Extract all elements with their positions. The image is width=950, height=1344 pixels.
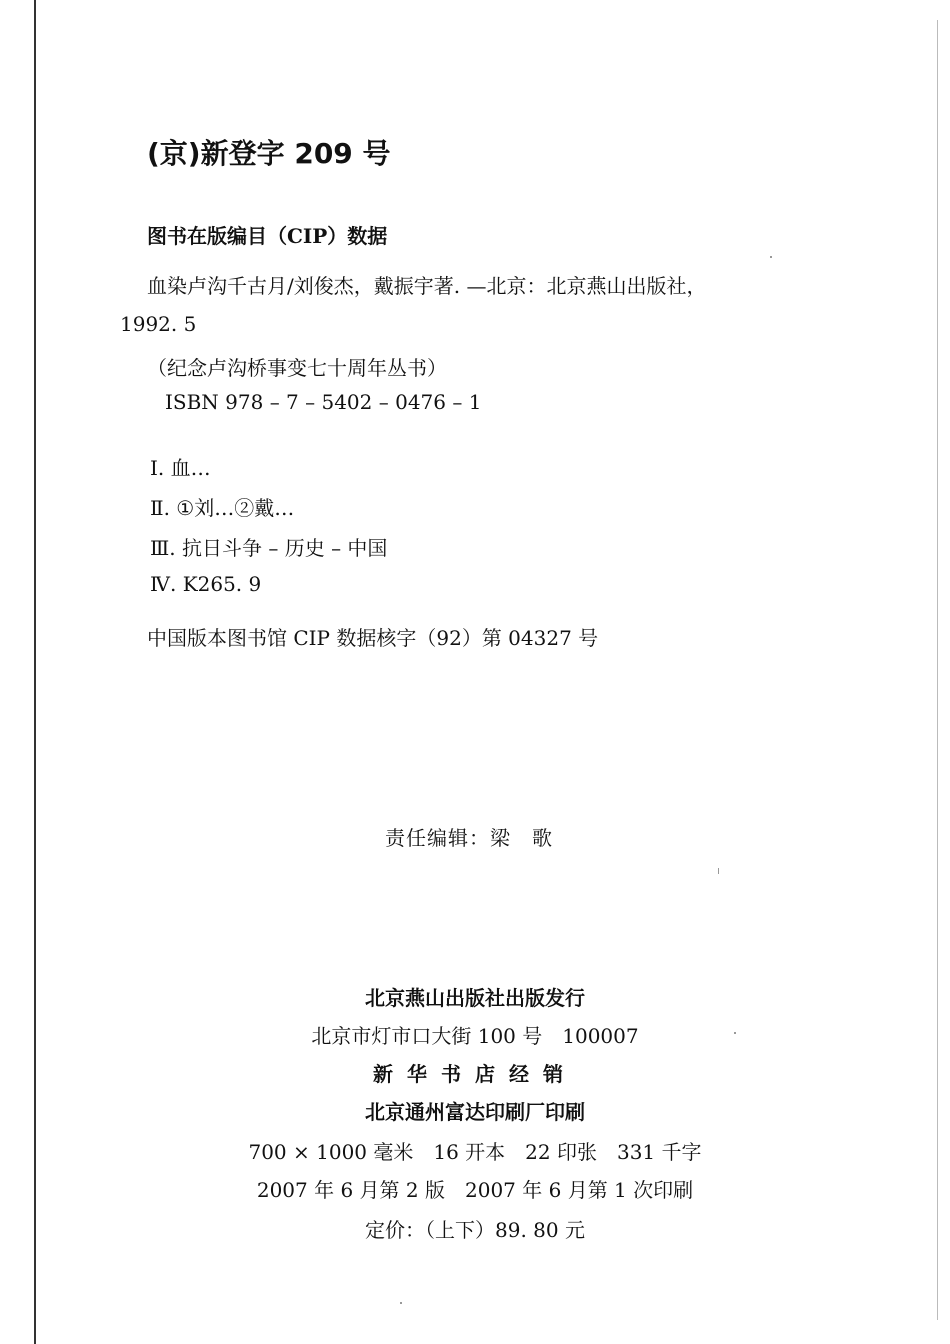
registration-number: (京)新登字 209 号	[147, 137, 391, 170]
cip-record-number: 中国版本图书馆 CIP 数据核字（92）第 04327 号	[147, 626, 599, 650]
cip-isbn: ISBN 978 – 7 – 5402 – 0476 – 1	[165, 390, 482, 414]
publisher-address: 北京市灯市口大街 100 号 100007	[311, 1024, 639, 1048]
price-line: 定价：（上下）89. 80 元	[365, 1218, 585, 1242]
format-line: 700 × 1000 毫米 16 开本 22 印张 331 千字	[248, 1140, 702, 1164]
publisher-line: 北京燕山出版社出版发行	[365, 986, 585, 1010]
scan-speck	[400, 1302, 402, 1304]
classification-item: Ⅳ. K265. 9	[150, 572, 262, 596]
responsible-editor: 责任编辑：梁 歌	[385, 826, 553, 850]
cip-heading: 图书在版编目（CIP）数据	[147, 224, 388, 248]
distributor-line: 新华书店经销	[373, 1062, 577, 1086]
scan-speck	[718, 868, 719, 874]
edition-line: 2007 年 6 月第 2 版 2007 年 6 月第 1 次印刷	[256, 1178, 694, 1202]
cip-title-line: 血染卢沟千古月/刘俊杰，戴振宇著. —北京：北京燕山出版社，	[147, 274, 707, 298]
classification-item: Ⅰ. 血…	[150, 456, 211, 480]
scan-speck	[734, 1032, 736, 1034]
cip-series-line: （纪念卢沟桥事变七十周年丛书）	[147, 356, 447, 380]
scan-speck	[770, 256, 772, 258]
printer-line: 北京通州富达印刷厂印刷	[365, 1100, 585, 1124]
classification-item: Ⅲ. 抗日斗争 – 历史 – 中国	[150, 536, 388, 560]
cip-date-line: 1992. 5	[120, 312, 197, 336]
page-edge-rule-right	[937, 20, 938, 1320]
classification-item: Ⅱ. ①刘…②戴…	[150, 496, 295, 520]
